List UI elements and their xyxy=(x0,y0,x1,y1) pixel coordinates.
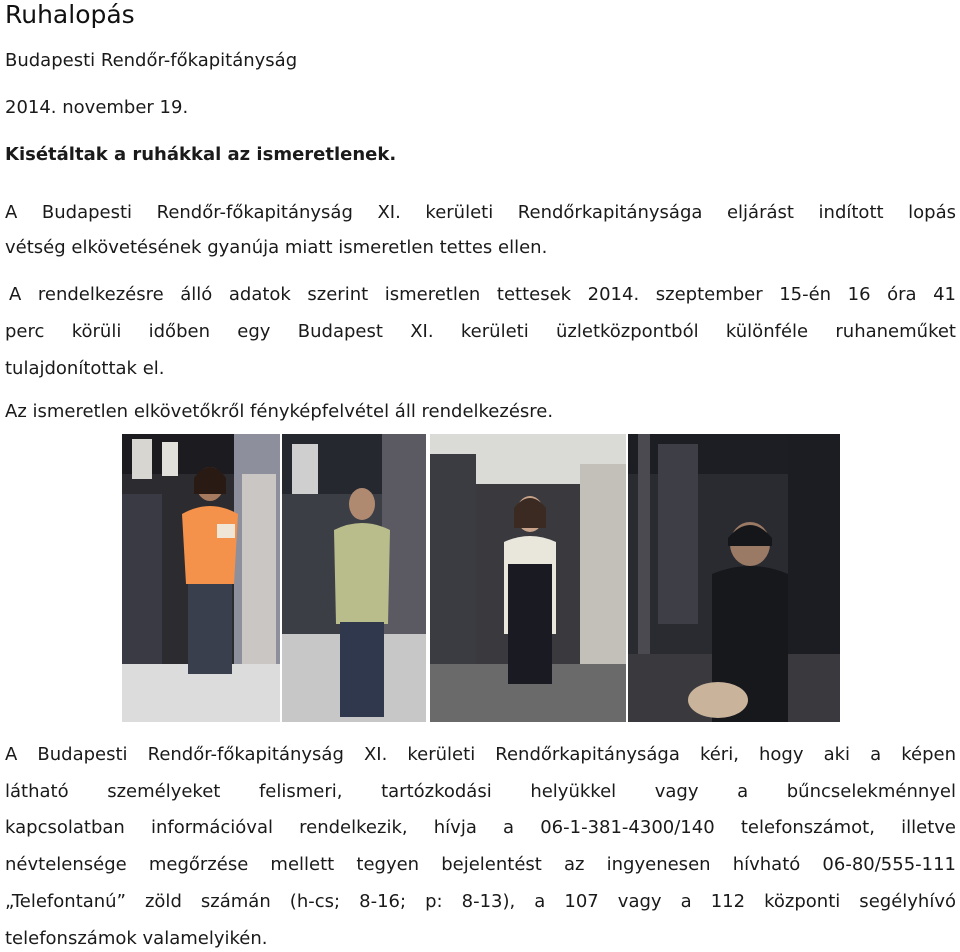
headline: Kisétáltak a ruhákkal az ismeretlenek. xyxy=(5,144,397,165)
para4-line4: névtelensége megőrzése mellett tegyen bejelentést az ingyenesen hívható 06-80/555-111 xyxy=(5,854,956,875)
suspect-photos xyxy=(122,434,840,722)
para2-line2: perc körüli időben egy Budapest XI. kerületi üzletközpontból különféle ruhaneműket xyxy=(5,321,956,342)
suspect-photo-1 xyxy=(122,434,280,722)
suspect-photo-2 xyxy=(282,434,426,722)
para3: Az ismeretlen elkövetőkről fényképfelvétel áll rendelkezésre. xyxy=(5,401,554,422)
date-line: 2014. november 19. xyxy=(5,97,189,118)
para2-line3: tulajdonítottak el. xyxy=(5,358,165,379)
para2-line1: A rendelkezésre álló adatok szerint ismeretlen tettesek 2014. szeptember 15-én 16 óra 41 xyxy=(9,284,956,305)
para1-line1: A Budapesti Rendőr-főkapitányság XI. kerületi Rendőrkapitánysága eljárást indított lopás xyxy=(5,202,956,223)
page-title: Ruhalopás xyxy=(5,0,135,29)
para4-line6: telefonszámok valamelyikén. xyxy=(5,928,268,949)
para4-line3: kapcsolatban információval rendelkezik, hívja a 06-1-381-4300/140 telefonszámot, illetve xyxy=(5,817,956,838)
para4-line5: „Telefontanú” zöld számán (h-cs; 8-16; p: 8-13), a 107 vagy a 112 központi segélyhívó xyxy=(5,891,956,912)
para1-line2: vétség elkövetésének gyanúja miatt ismeretlen tettes ellen. xyxy=(5,237,548,258)
para4-line1: A Budapesti Rendőr-főkapitányság XI. kerületi Rendőrkapitánysága kéri, hogy aki a képen xyxy=(5,744,956,765)
suspect-photo-3 xyxy=(430,434,626,722)
suspect-photo-4 xyxy=(628,434,840,722)
para4-line2: látható személyeket felismeri, tartózkodási helyükkel vagy a bűncselekménnyel xyxy=(5,781,956,802)
source-line: Budapesti Rendőr-főkapitányság xyxy=(5,50,298,71)
